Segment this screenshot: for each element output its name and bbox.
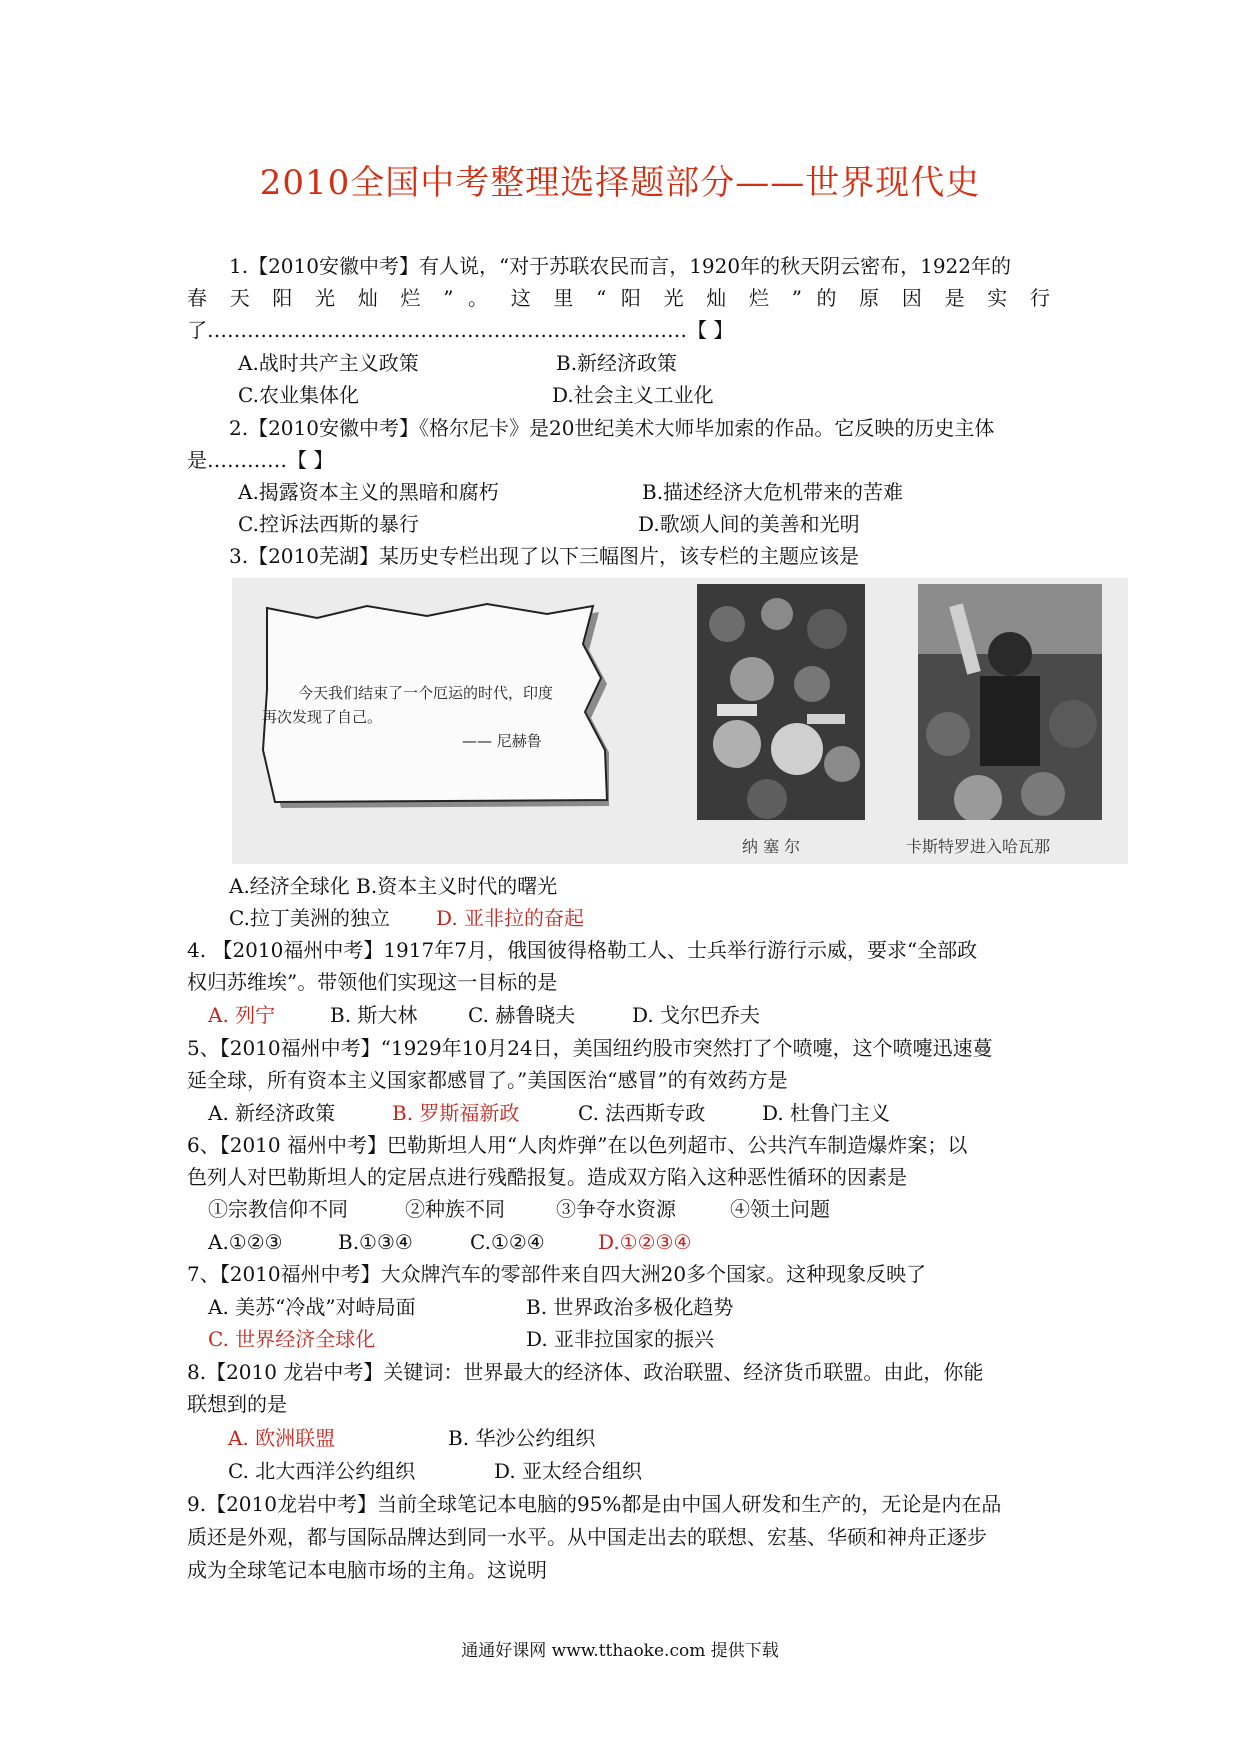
q5-option-c: C. 法西斯专政 xyxy=(578,1101,706,1125)
q9-line3: 成为全球笔记本电脑市场的主角。这说明 xyxy=(187,1558,547,1582)
q3-option-d: D. 亚非拉的奋起 xyxy=(436,906,585,930)
q1-option-d: D.社会主义工业化 xyxy=(552,383,714,407)
q3-option-c: C.拉丁美洲的独立 xyxy=(229,906,390,930)
q6-option-a: A.①②③ xyxy=(208,1230,283,1254)
q5-option-d: D. 杜鲁门主义 xyxy=(762,1101,891,1125)
q8-line2: 联想到的是 xyxy=(187,1392,287,1416)
torn-paper-card xyxy=(257,600,609,808)
q7-option-a: A. 美苏“冷战”对峙局面 xyxy=(208,1295,416,1319)
q1-line2: 春 天 阳 光 灿 烂 ” 。 这 里 “ 阳 光 灿 烂 ” 的 原 因 是 实 行 xyxy=(187,286,1050,310)
q2-option-c: C.控诉法西斯的暴行 xyxy=(238,512,419,536)
quote-line2: 再次发现了自己。 xyxy=(262,708,383,726)
q2-option-d: D.歌颂人间的美善和光明 xyxy=(638,512,860,536)
q7-option-d: D. 亚非拉国家的振兴 xyxy=(526,1327,715,1351)
nasser-photo xyxy=(697,584,865,820)
q8-option-a: A. 欧洲联盟 xyxy=(228,1426,336,1450)
q1-option-b: B.新经济政策 xyxy=(556,351,678,375)
castro-caption: 卡斯特罗进入哈瓦那 xyxy=(906,837,1051,856)
q8-option-c: C. 北大西洋公约组织 xyxy=(228,1459,416,1483)
q1-line1: 1.【2010安徽中考】有人说，“对于苏联农民而言，1920年的秋天阴云密布，1922年的 xyxy=(229,254,1012,278)
q4-line1: 4. 【2010福州中考】1917年7月，俄国彼得格勒工人、士兵举行游行示威，要求“全部政 xyxy=(187,938,978,962)
q8-option-b: B. 华沙公约组织 xyxy=(448,1426,596,1450)
q1-option-c: C.农业集体化 xyxy=(238,383,359,407)
q2-option-b: B.描述经济大危机带来的苦难 xyxy=(642,480,904,504)
q2-option-a: A.揭露资本主义的黑暗和腐朽 xyxy=(238,480,499,504)
q6-line2: 色列人对巴勒斯坦人的定居点进行残酷报复。造成双方陷入这种恶性循环的因素是 xyxy=(187,1165,907,1189)
q2-line1: 2.【2010安徽中考】《格尔尼卡》是20世纪美术大师毕加索的作品。它反映的历史主体 xyxy=(229,416,995,440)
q8-line1: 8.【2010 龙岩中考】关键词：世界最大的经济体、政治联盟、经济货币联盟。由此，你能 xyxy=(187,1360,984,1384)
q4-option-d: D. 戈尔巴乔夫 xyxy=(632,1003,761,1027)
q4-option-b: B. 斯大林 xyxy=(330,1003,418,1027)
q3-line1: 3.【2010芜湖】某历史专栏出现了以下三幅图片，该专栏的主题应该是 xyxy=(229,544,859,568)
q7-option-b: B. 世界政治多极化趋势 xyxy=(526,1295,734,1319)
nasser-caption: 纳 塞 尔 xyxy=(742,837,801,856)
page-footer: 通通好课网 www.tthaoke.com 提供下载 xyxy=(461,1641,779,1661)
q6-option-c: C.①②④ xyxy=(470,1230,545,1254)
q6-option-b: B.①③④ xyxy=(338,1230,413,1254)
q6-option-d: D.①②③④ xyxy=(598,1230,692,1254)
q6-line1: 6、【2010 福州中考】巴勒斯坦人用“人肉炸弹”在以色列超市、公共汽车制造爆炸案；以 xyxy=(187,1133,968,1157)
q1-line3: 了………………………………………………………………【 】 xyxy=(187,318,734,342)
q7-option-c: C. 世界经济全球化 xyxy=(208,1327,376,1351)
q8-option-d: D. 亚太经合组织 xyxy=(494,1459,643,1483)
q6-factor-2: ②种族不同 xyxy=(405,1197,505,1221)
q1-option-a: A.战时共产主义政策 xyxy=(238,351,419,375)
q6-factor-3: ③争夺水资源 xyxy=(556,1197,676,1221)
castro-photo-icon xyxy=(918,584,1102,820)
q4-line2: 权归苏维埃”。带领他们实现这一目标的是 xyxy=(187,970,558,994)
castro-photo xyxy=(918,584,1102,820)
q4-option-a: A. 列宁 xyxy=(208,1003,276,1027)
q2-line2: 是…………【 】 xyxy=(187,448,334,472)
q5-option-b: B. 罗斯福新政 xyxy=(392,1101,520,1125)
quote-author: —— 尼赫鲁 xyxy=(462,732,542,750)
quote-line1: 今天我们结束了一个厄运的时代，印度 xyxy=(298,684,554,702)
q3-option-ab: A.经济全球化 B.资本主义时代的曙光 xyxy=(229,874,558,898)
q3-figure xyxy=(232,578,1128,864)
q9-line2: 质还是外观，都与国际品牌达到同一水平。从中国走出去的联想、宏基、华硕和神舟正逐步 xyxy=(187,1525,987,1549)
page-title: 2010全国中考整理选择题部分——世界现代史 xyxy=(259,163,981,203)
q5-line1: 5、【2010福州中考】“1929年10月24日，美国纽约股市突然打了个喷嚏，这个喷嚏迅速蔓 xyxy=(187,1036,993,1060)
q4-option-c: C. 赫鲁晓夫 xyxy=(468,1003,576,1027)
q9-line1: 9.【2010龙岩中考】当前全球笔记本电脑的95%都是由中国人研发和生产的，无论是内在品 xyxy=(187,1492,1002,1516)
crowd-photo-icon xyxy=(697,584,865,820)
q6-factor-1: ①宗教信仰不同 xyxy=(208,1197,348,1221)
q7-line1: 7、【2010福州中考】大众牌汽车的零部件来自四大洲20多个国家。这种现象反映了 xyxy=(187,1262,927,1286)
q6-factor-4: ④领土问题 xyxy=(730,1197,830,1221)
q5-line2: 延全球，所有资本主义国家都感冒了。”美国医治“感冒”的有效药方是 xyxy=(187,1068,788,1092)
q5-option-a: A. 新经济政策 xyxy=(208,1101,336,1125)
